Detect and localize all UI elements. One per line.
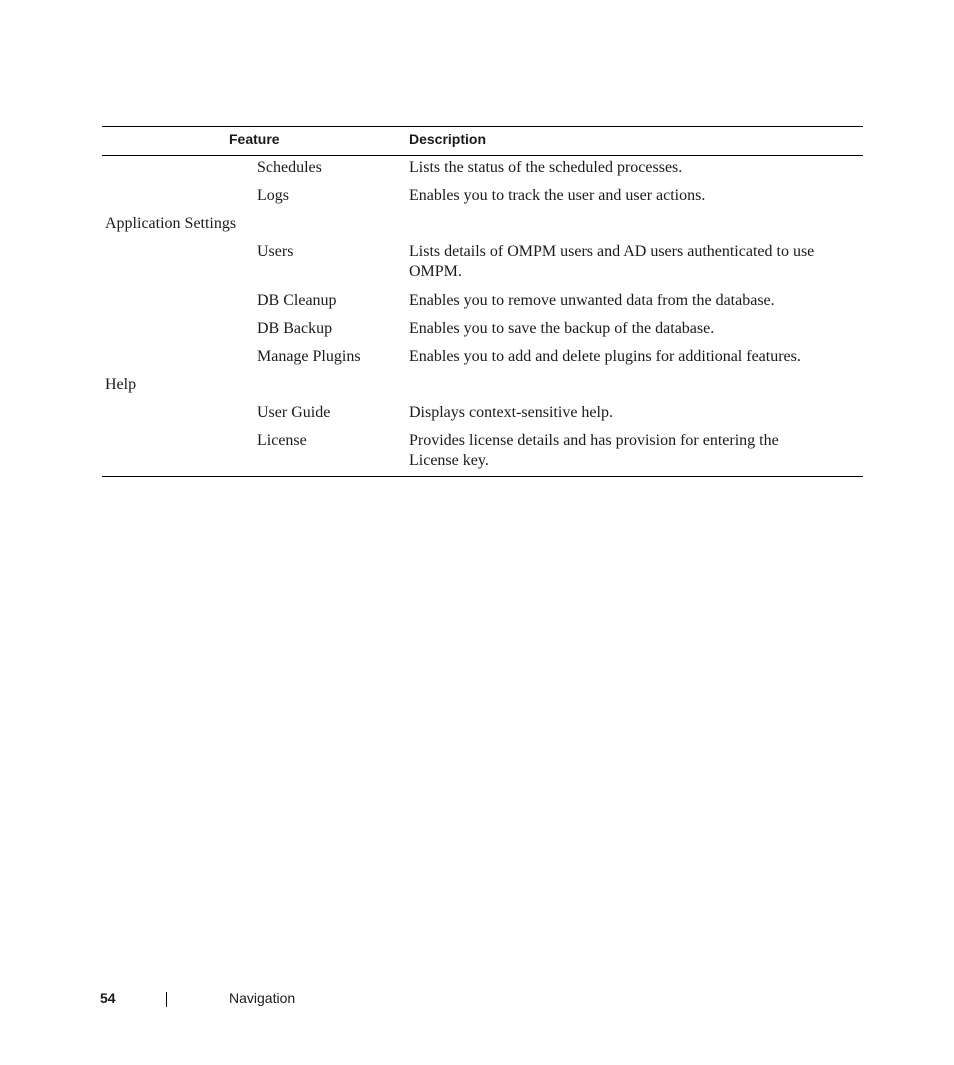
- table-row: [102, 319, 863, 347]
- page-footer: [0, 990, 954, 1010]
- footer-divider: [166, 992, 167, 1007]
- row-feature: DB Cleanup: [257, 292, 337, 309]
- table-row: [102, 347, 863, 375]
- row-description: Displays context-sensitive help.: [409, 404, 613, 421]
- table-row: [102, 375, 863, 403]
- header-description: Description: [409, 131, 487, 147]
- table-row: [102, 186, 863, 214]
- table-row: [102, 431, 863, 471]
- table-header: [102, 127, 863, 156]
- row-feature: Users: [257, 243, 294, 260]
- row-description: Enables you to track the user and user actions.: [409, 187, 706, 204]
- section-name: Navigation: [229, 990, 296, 1006]
- header-feature: Feature: [229, 131, 280, 147]
- row-group: Application Settings: [105, 215, 237, 232]
- row-feature: Logs: [257, 187, 289, 204]
- row-description: Lists the status of the scheduled processes.: [409, 159, 683, 176]
- row-description: Enables you to save the backup of the database.: [409, 320, 715, 337]
- table-row: [102, 291, 863, 319]
- row-description: Enables you to add and delete plugins for additional features.: [409, 348, 801, 365]
- row-feature: License: [257, 432, 307, 449]
- row-feature: User Guide: [257, 404, 331, 421]
- table-body: [102, 156, 863, 476]
- table-row: [102, 158, 863, 186]
- table-row: [102, 403, 863, 431]
- table-row: [102, 242, 863, 291]
- row-feature: Schedules: [257, 159, 322, 176]
- row-description: Provides license details and has provision for entering the License key.: [409, 432, 779, 469]
- row-feature: Manage Plugins: [257, 348, 361, 365]
- row-feature: DB Backup: [257, 320, 333, 337]
- table-row: [102, 214, 863, 242]
- row-description: Lists details of OMPM users and AD users authenticated to use OMPM.: [409, 243, 815, 280]
- page-number: 54: [100, 990, 116, 1006]
- feature-table: [102, 126, 863, 477]
- row-group: Help: [105, 376, 137, 393]
- row-description: Enables you to remove unwanted data from the database.: [409, 292, 775, 309]
